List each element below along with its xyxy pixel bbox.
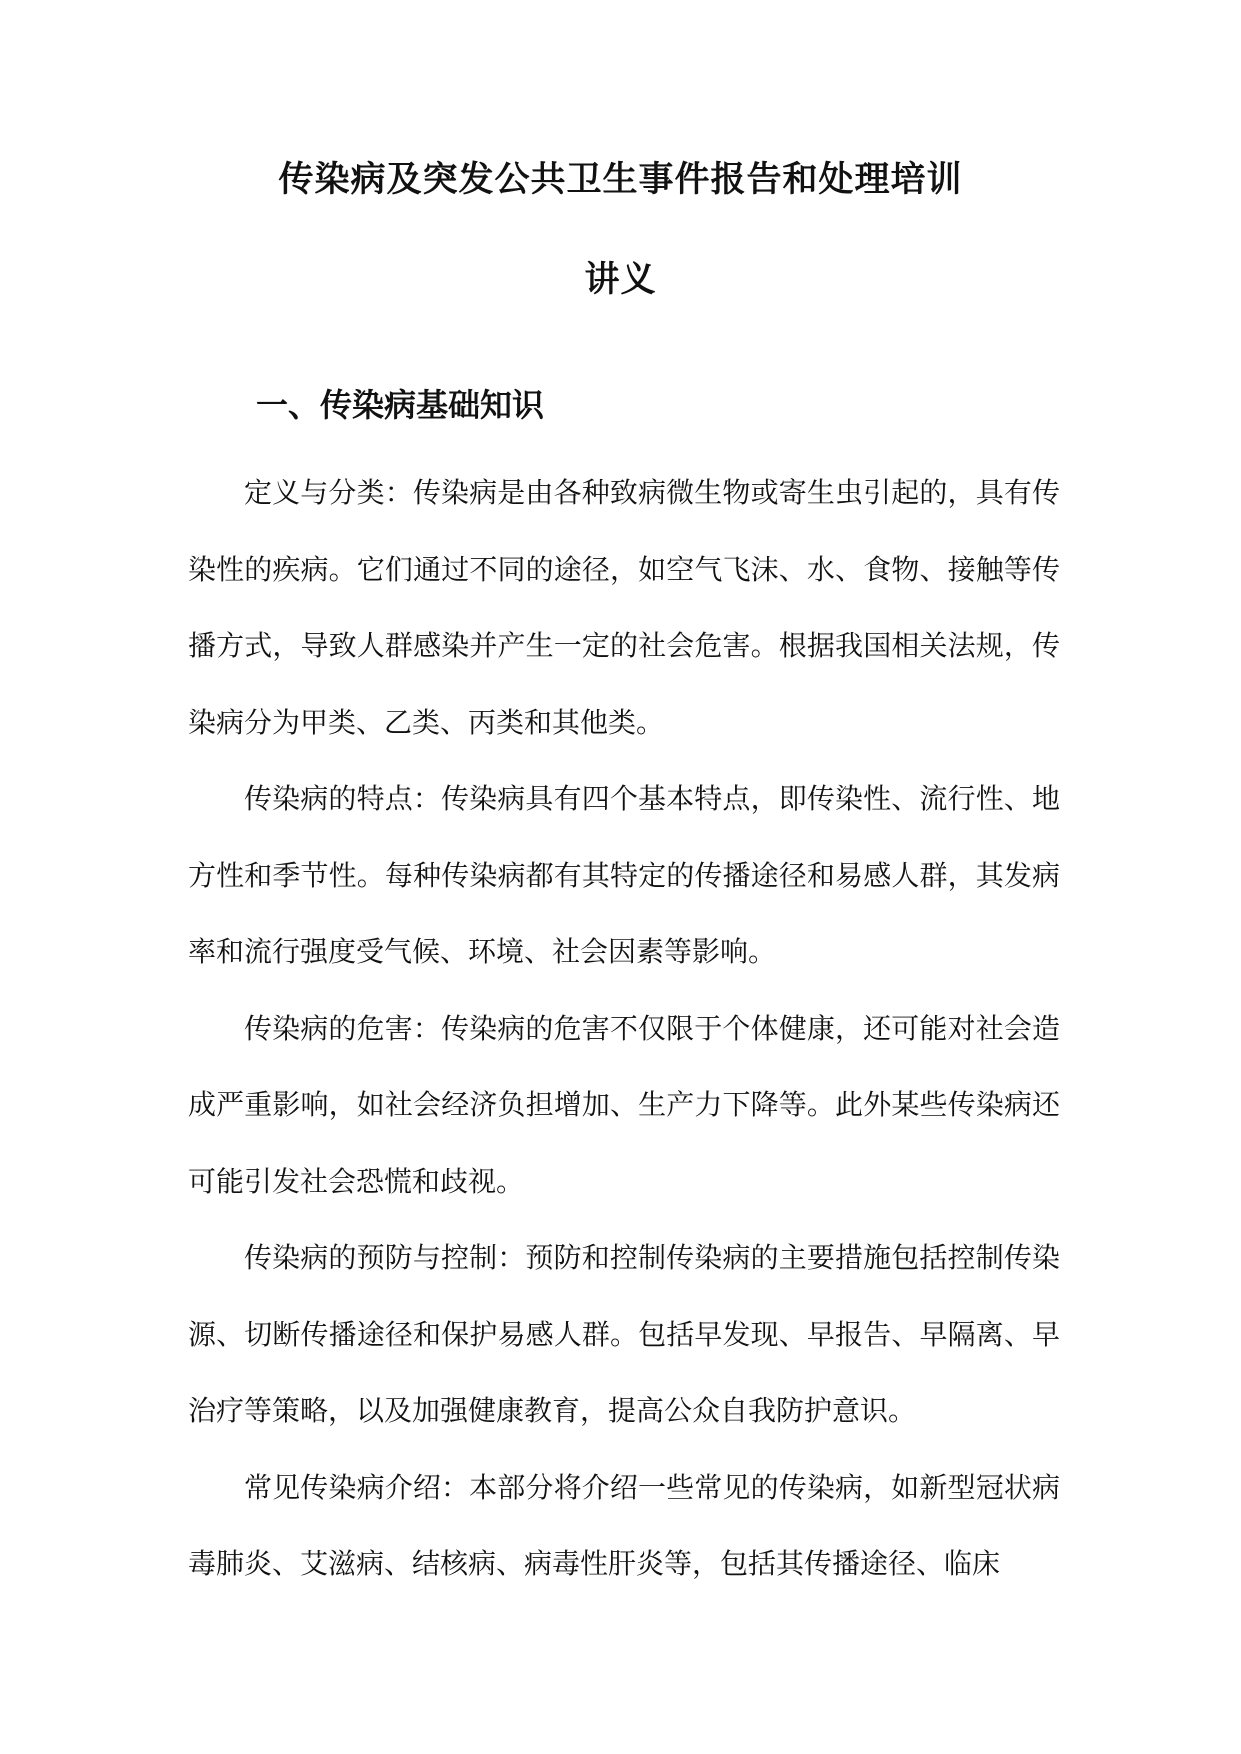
document-title-line1: 传染病及突发公共卫生事件报告和处理培训 bbox=[278, 159, 963, 200]
document-title-line2: 讲义 bbox=[584, 259, 657, 300]
paragraph-definition: 定义与分类：传染病是由各种致病微生物或寄生虫引起的，具有传染性的疾病。它们通过不同的途径，如空气飞沫、水、食物、接触等传播方式，导致人群感染并产生一定的社会危害。根据我国相关法规，传染病分为甲类、乙类、丙类和其他类。 bbox=[188, 476, 1060, 739]
paragraph-harm: 传染病的危害：传染病的危害不仅限于个体健康，还可能对社会造成严重影响，如社会经济负担增加、生产力下降等。此外某些传染病还可能引发社会恐慌和歧视。 bbox=[188, 1011, 1060, 1198]
section-heading: 一、传染病基础知识 bbox=[256, 386, 545, 424]
paragraph-common-diseases: 常见传染病介绍：本部分将介绍一些常见的传染病，如新型冠状病毒肺炎、艾滋病、结核病、病毒性肝炎等，包括其传播途径、临床 bbox=[188, 1470, 1060, 1580]
body-text bbox=[188, 455, 1060, 1603]
paragraph-prevention: 传染病的预防与控制：预防和控制传染病的主要措施包括控制传染源、切断传播途径和保护易感人群。包括早发现、早报告、早隔离、早治疗等策略，以及加强健康教育，提高公众自我防护意识。 bbox=[188, 1241, 1060, 1427]
paragraph-characteristics: 传染病的特点：传染病具有四个基本特点，即传染性、流行性、地方性和季节性。每种传染病都有其特定的传播途径和易感人群，其发病率和流行强度受气候、环境、社会因素等影响。 bbox=[188, 782, 1060, 968]
